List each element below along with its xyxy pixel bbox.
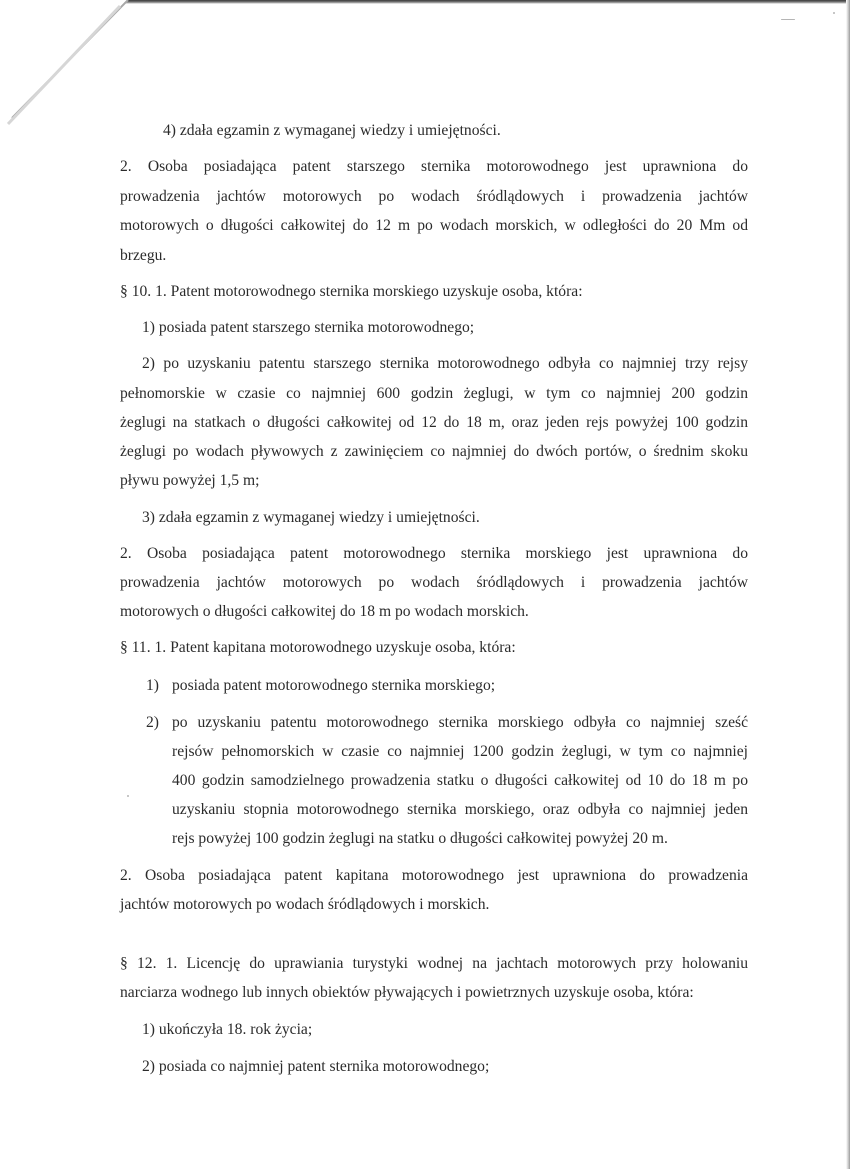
text-line: 400 godzin samodzielnego prowadzenia statku o długości całkowitej od 10 do 18 m po [172, 772, 748, 789]
text-line: 2. Osoba posiadająca patent motorowodnego sternika morskiego jest uprawniona do [120, 545, 748, 562]
list-number: 2) [146, 714, 159, 731]
text-line: brzegu. [120, 247, 167, 264]
text-line: prowadzenia jachtów motorowych po wodach śródlądowych i prowadzenia jachtów [120, 188, 748, 205]
text-line: motorowych o długości całkowitej do 18 m po wodach morskich. [120, 603, 529, 620]
text-line: narciarza wodnego lub innych obiektów pływających i powietrznych uzyskuje osoba, która: [120, 984, 694, 1001]
text-line: 2. Osoba posiadająca patent starszego sternika motorowodnego jest uprawniona do [120, 158, 748, 175]
text-line: po uzyskaniu patentu motorowodnego sternika morskiego odbyła co najmniej sześć [172, 714, 748, 731]
scan-speck [127, 795, 129, 797]
text-line: żeglugi na statkach o długości całkowitej od 12 do 18 m, oraz jeden rejs powyżej 100 godzin [120, 414, 748, 431]
scan-corner-fold [0, 0, 140, 140]
text-line: rejsów pełnomorskich w czasie co najmniej 1200 godzin żeglugi, w tym co najmniej [172, 743, 748, 760]
list-number: 1) [146, 677, 159, 694]
text-line: 3) zdała egzamin z wymaganej wiedzy i umiejętności. [142, 509, 480, 526]
text-line: 1) ukończyła 18. rok życia; [142, 1021, 313, 1038]
text-line: posiada patent motorowodnego sternika morskiego; [172, 677, 496, 694]
text-line: 1) posiada patent starszego sternika motorowodnego; [142, 319, 475, 336]
scan-speck [833, 12, 835, 14]
text-line: uzyskaniu stopnia motorowodnego sternika morskiego, oraz odbyła co najmniej jeden [172, 801, 748, 818]
text-line: żeglugi po wodach pływowych z zawinięciem co najmniej do dwóch portów, o średnim skoku [120, 443, 748, 460]
text-line: 2) posiada co najmniej patent sternika motorowodnego; [142, 1058, 490, 1075]
text-line: pływu powyżej 1,5 m; [120, 472, 260, 489]
text-line: jachtów motorowych po wodach śródlądowych i morskich. [120, 896, 490, 913]
scan-right-edge [846, 0, 850, 1169]
scan-speck [781, 19, 795, 20]
text-line: 2) po uzyskaniu patentu starszego sternika motorowodnego odbyła co najmniej trzy rejsy [142, 355, 748, 372]
section-heading-10: § 10. 1. Patent motorowodnego sternika morskiego uzyskuje osoba, która: [120, 283, 583, 300]
section-heading-12: § 12. 1. Licencję do uprawiania turystyki wodnej na jachtach motorowych przy holowaniu [120, 955, 748, 972]
text-line: rejs powyżej 100 godzin żeglugi na statku o długości całkowitej powyżej 20 m. [172, 830, 668, 847]
text-line: motorowych o długości całkowitej do 12 m po wodach morskich, w odległości do 20 Mm od [120, 217, 748, 234]
text-line: 4) zdała egzamin z wymaganej wiedzy i umiejętności. [163, 122, 501, 139]
text-line: pełnomorskie w czasie co najmniej 600 godzin żeglugi, w tym co najmniej 200 godzin [120, 385, 748, 402]
section-heading-11: § 11. 1. Patent kapitana motorowodnego uzyskuje osoba, która: [120, 639, 516, 656]
text-line: prowadzenia jachtów motorowych po wodach śródlądowych i prowadzenia jachtów [120, 574, 748, 591]
text-line: 2. Osoba posiadająca patent kapitana motorowodnego jest uprawniona do prowadzenia [120, 867, 748, 884]
